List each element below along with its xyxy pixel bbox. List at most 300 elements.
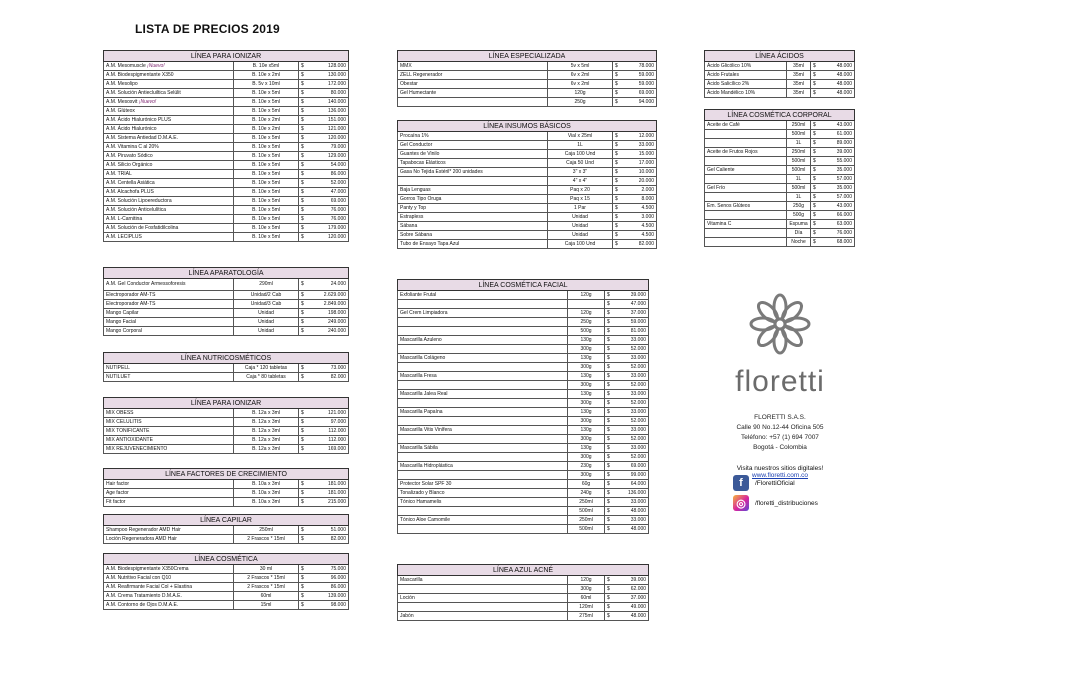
product-name: Protector Solar SPF 30 <box>398 480 568 489</box>
product-name: A.M. Crema Tratamiento D.M.A.E. <box>104 592 234 601</box>
price: 128.000 <box>309 62 349 71</box>
brand-block <box>700 292 860 479</box>
currency: $ <box>613 186 623 195</box>
product-name: Mascarilla Fresa <box>398 372 568 381</box>
product-name <box>398 98 548 107</box>
price: 43.000 <box>821 202 855 211</box>
currency: $ <box>811 229 821 238</box>
product-name: A.M. Reafirmante Facial Col + Elastina <box>104 583 234 592</box>
currency: $ <box>605 372 615 381</box>
product-name: Sobre Sábana <box>398 231 548 240</box>
table-row <box>398 231 657 240</box>
currency: $ <box>811 62 821 71</box>
table-row <box>398 336 649 345</box>
table-row <box>705 175 855 184</box>
product-name: Mango Facial <box>104 318 234 327</box>
presentation: 250ml <box>787 148 811 157</box>
currency: $ <box>299 373 309 382</box>
facebook-link[interactable] <box>733 475 873 491</box>
price: 86.000 <box>309 170 349 179</box>
table-row <box>398 417 649 426</box>
product-name: A.M. Piruvato Sódico <box>104 152 234 161</box>
presentation: 500g <box>787 211 811 220</box>
table-row <box>104 574 349 583</box>
product-name: Electroporador AM-TS <box>104 300 234 309</box>
price: 48.000 <box>821 80 855 89</box>
table-header: LÍNEA ÁCIDOS <box>705 51 855 62</box>
table-row <box>705 80 855 89</box>
product-name: Gasa No Tejida Estéril* 200 unidades <box>398 168 548 177</box>
table-row <box>398 132 657 141</box>
currency: $ <box>605 453 615 462</box>
price: 17.000 <box>623 159 657 168</box>
price: 68.000 <box>821 238 855 247</box>
price: 33.000 <box>615 408 649 417</box>
price: 4.500 <box>623 204 657 213</box>
presentation: 2 Frascos * 15ml <box>234 574 299 583</box>
table-row <box>104 498 349 507</box>
product-name <box>398 327 568 336</box>
price: 140.000 <box>309 98 349 107</box>
price: 47.000 <box>615 300 649 309</box>
presentation: 500ml <box>787 184 811 193</box>
presentation: 60ml <box>568 594 605 603</box>
price: 33.000 <box>615 372 649 381</box>
table-row <box>398 480 649 489</box>
currency: $ <box>613 195 623 204</box>
price-table-t13 <box>704 109 855 247</box>
price-table-t9 <box>397 120 657 249</box>
currency: $ <box>605 399 615 408</box>
product-name: Ácido Mandélico 10% <box>705 89 787 98</box>
product-name: A.M. Ácido Hialurónico PLUS <box>104 116 234 125</box>
table-header: LÍNEA NUTRICOSMÉTICOS <box>104 353 349 364</box>
presentation: B. 12a x 3ml <box>234 436 299 445</box>
product-name <box>398 417 568 426</box>
price: 79.000 <box>309 143 349 152</box>
table-row <box>104 279 349 291</box>
presentation: B. 10e x 5ml <box>234 152 299 161</box>
presentation: 300g <box>568 585 605 594</box>
table-row <box>104 188 349 197</box>
price-table-t2 <box>103 267 349 336</box>
table-row <box>398 516 649 525</box>
price: 35.000 <box>821 184 855 193</box>
presentation: B. 12a x 3ml <box>234 445 299 454</box>
currency: $ <box>605 603 615 612</box>
currency: $ <box>613 240 623 249</box>
currency: $ <box>605 318 615 327</box>
presentation: Paq x 15 <box>548 195 613 204</box>
price: 69.000 <box>623 89 657 98</box>
table-row <box>398 168 657 177</box>
price: 112.000 <box>309 427 349 436</box>
currency: $ <box>613 204 623 213</box>
price: 4.500 <box>623 222 657 231</box>
price: 48.000 <box>615 507 649 516</box>
currency: $ <box>613 177 623 186</box>
price: 73.000 <box>309 364 349 373</box>
price: 120.000 <box>309 134 349 143</box>
product-name <box>398 381 568 390</box>
instagram-link[interactable] <box>733 495 873 511</box>
price: 181.000 <box>309 489 349 498</box>
product-name <box>398 363 568 372</box>
currency: $ <box>299 125 309 134</box>
presentation: 500ml <box>787 166 811 175</box>
currency: $ <box>811 202 821 211</box>
table-row <box>705 229 855 238</box>
presentation: 120g <box>568 576 605 585</box>
table-row <box>104 179 349 188</box>
product-name: A.M. Silicio Orgánico <box>104 161 234 170</box>
price: 39.000 <box>821 148 855 157</box>
currency: $ <box>299 152 309 161</box>
price: 82.000 <box>309 373 349 382</box>
currency: $ <box>613 222 623 231</box>
table-row <box>398 363 649 372</box>
currency: $ <box>613 231 623 240</box>
presentation: Día <box>787 229 811 238</box>
company-phone: Teléfono: +57 (1) 694 7007 <box>741 434 819 441</box>
table-row <box>398 159 657 168</box>
currency: $ <box>811 220 821 229</box>
product-name: Aceite de Café <box>705 121 787 130</box>
currency: $ <box>613 168 623 177</box>
price: 136.000 <box>309 107 349 116</box>
product-name: Exfoliante Frutal <box>398 291 568 300</box>
table-row <box>398 80 657 89</box>
price: 33.000 <box>615 498 649 507</box>
product-name: Mascarilla Sábila <box>398 444 568 453</box>
table-row <box>398 498 649 507</box>
price-table-t6 <box>103 514 349 544</box>
table-row <box>398 435 649 444</box>
table-row <box>104 134 349 143</box>
price: 94.000 <box>623 98 657 107</box>
currency: $ <box>605 435 615 444</box>
currency: $ <box>299 89 309 98</box>
product-name: NUTIPELL <box>104 364 234 373</box>
presentation: B. 12a x 3ml <box>234 418 299 427</box>
price: 54.000 <box>309 161 349 170</box>
currency: $ <box>605 462 615 471</box>
price: 59.000 <box>623 71 657 80</box>
table-row <box>705 89 855 98</box>
product-name: MIX REJUVENECIMIENTO <box>104 445 234 454</box>
table-row <box>104 125 349 134</box>
table-row <box>104 327 349 336</box>
product-name: A.M. Gel Conductor Armessoforesis <box>104 279 234 291</box>
product-name: Ácido Glicólico 10% <box>705 62 787 71</box>
currency: $ <box>605 426 615 435</box>
presentation: 4" x 4" <box>548 177 613 186</box>
product-name: Tónico Hamamelis <box>398 498 568 507</box>
table-row <box>705 202 855 211</box>
currency: $ <box>605 417 615 426</box>
presentation: 250ml <box>234 526 299 535</box>
product-name: Mascarilla Hidroplástica <box>398 462 568 471</box>
currency: $ <box>299 364 309 373</box>
presentation: Unidad <box>234 318 299 327</box>
currency: $ <box>299 535 309 544</box>
table-row <box>398 177 657 186</box>
product-name: Electroporador AM-TS <box>104 291 234 300</box>
presentation: Caja 100 Und <box>548 240 613 249</box>
presentation: 500ml <box>787 157 811 166</box>
table-header: LÍNEA INSUMOS BÁSICOS <box>398 121 657 132</box>
presentation: 130g <box>568 336 605 345</box>
currency: $ <box>613 150 623 159</box>
presentation: Vial x 25ml <box>548 132 613 141</box>
currency: $ <box>605 612 615 621</box>
price: 172.000 <box>309 80 349 89</box>
price: 48.000 <box>821 62 855 71</box>
table-row <box>104 373 349 382</box>
price: 130.000 <box>309 71 349 80</box>
price: 249.000 <box>309 318 349 327</box>
currency: $ <box>299 279 309 291</box>
price: 48.000 <box>615 525 649 534</box>
presentation: B. 10e x 5ml <box>234 170 299 179</box>
table-row <box>398 89 657 98</box>
currency: $ <box>613 89 623 98</box>
table-row <box>104 80 349 89</box>
product-name <box>705 175 787 184</box>
product-name: Mascarilla Azuleno <box>398 336 568 345</box>
product-name <box>705 211 787 220</box>
currency: $ <box>605 408 615 417</box>
presentation: 300g <box>568 471 605 480</box>
presentation: 35ml <box>787 80 811 89</box>
table-header: LÍNEA FACTORES DE CRECIMIENTO <box>104 469 349 480</box>
presentation: B. 10e x 5ml <box>234 161 299 170</box>
presentation: 5v x 5ml <box>548 62 613 71</box>
price: 59.000 <box>615 318 649 327</box>
table-row <box>398 399 649 408</box>
currency: $ <box>299 327 309 336</box>
presentation: B. 10e x 2ml <box>234 125 299 134</box>
product-name: A.M. Solución de Fosfatidilcolina <box>104 224 234 233</box>
table-row <box>398 453 649 462</box>
table-row <box>398 71 657 80</box>
currency: $ <box>811 175 821 184</box>
product-name <box>398 435 568 444</box>
table-row <box>398 186 657 195</box>
presentation: B. 10a x 3ml <box>234 480 299 489</box>
price: 55.000 <box>821 157 855 166</box>
table-row <box>398 603 649 612</box>
product-name <box>398 177 548 186</box>
table-row <box>705 148 855 157</box>
product-name: Sábana <box>398 222 548 231</box>
floretti-flower-logo <box>748 292 812 356</box>
currency: $ <box>299 480 309 489</box>
price: 10.000 <box>623 168 657 177</box>
instagram-handle: /floretti_distribuciones <box>755 499 818 507</box>
presentation: Caja 50 Und <box>548 159 613 168</box>
price: 151.000 <box>309 116 349 125</box>
currency: $ <box>299 574 309 583</box>
table-row <box>104 89 349 98</box>
product-name <box>705 157 787 166</box>
product-name <box>398 399 568 408</box>
product-name <box>398 471 568 480</box>
presentation: 60ml <box>234 592 299 601</box>
table-row <box>104 592 349 601</box>
presentation: Caja * 120 tabletas <box>234 364 299 373</box>
table-row <box>398 300 649 309</box>
currency: $ <box>605 471 615 480</box>
currency: $ <box>613 141 623 150</box>
presentation: Unidad <box>234 309 299 318</box>
product-name <box>398 318 568 327</box>
product-name: Fit factor <box>104 498 234 507</box>
currency: $ <box>811 166 821 175</box>
presentation: 300g <box>568 435 605 444</box>
product-name: A.M. Biodespigmentante X350Crema <box>104 565 234 574</box>
price: 39.000 <box>615 291 649 300</box>
price: 33.000 <box>623 141 657 150</box>
product-name: MIX ANTIOXIDANTE <box>104 436 234 445</box>
currency: $ <box>299 179 309 188</box>
product-name: MIX CELULITIS <box>104 418 234 427</box>
table-row <box>398 195 657 204</box>
currency: $ <box>299 592 309 601</box>
presentation: 290ml <box>234 279 299 291</box>
table-row <box>398 327 649 336</box>
price: 129.000 <box>309 152 349 161</box>
table-header: LÍNEA COSMÉTICA FACIAL <box>398 280 649 291</box>
presentation: B. 10e x 5ml <box>234 143 299 152</box>
currency: $ <box>299 233 309 242</box>
table-row <box>398 204 657 213</box>
product-name: A.M. LECIPLUS <box>104 233 234 242</box>
price: 76.000 <box>309 215 349 224</box>
product-name: Mango Capilar <box>104 309 234 318</box>
table-row <box>104 445 349 454</box>
currency: $ <box>605 507 615 516</box>
table-row <box>104 601 349 610</box>
product-name: Age factor <box>104 489 234 498</box>
price: 120.000 <box>309 233 349 242</box>
currency: $ <box>613 80 623 89</box>
currency: $ <box>613 98 623 107</box>
table-row <box>705 166 855 175</box>
table-header: LÍNEA APARATOLOGÍA <box>104 268 349 279</box>
price: 98.000 <box>309 601 349 610</box>
product-name: A.M. Solución Anticelulítica <box>104 206 234 215</box>
company-city: Bogotá - Colombia <box>753 444 807 451</box>
product-name: A.M. Contorno de Ojos D.M.A.E. <box>104 601 234 610</box>
product-name: Estrapless <box>398 213 548 222</box>
currency: $ <box>605 336 615 345</box>
table-row <box>398 576 649 585</box>
presentation: 2 Frascos * 15ml <box>234 583 299 592</box>
price: 52.000 <box>615 363 649 372</box>
presentation: 1L <box>787 193 811 202</box>
currency: $ <box>299 197 309 206</box>
product-name: Mascarilla <box>398 576 568 585</box>
table-row <box>104 233 349 242</box>
product-name <box>398 603 568 612</box>
price: 112.000 <box>309 436 349 445</box>
price: 198.000 <box>309 309 349 318</box>
price: 57.000 <box>821 193 855 202</box>
table-row <box>104 291 349 300</box>
table-row <box>398 309 649 318</box>
presentation: 230g <box>568 462 605 471</box>
presentation: 250g <box>787 202 811 211</box>
product-name: A.M. TRIAL <box>104 170 234 179</box>
product-name: A.M. L-Carnitina <box>104 215 234 224</box>
presentation: B. 10e x 5ml <box>234 188 299 197</box>
product-name: Hair factor <box>104 480 234 489</box>
table-row <box>104 565 349 574</box>
product-name: Aceite de Frutos Rojos <box>705 148 787 157</box>
price: 89.000 <box>821 139 855 148</box>
presentation: B. 10e x5ml <box>234 62 299 71</box>
product-name: Ácido Salicílico 2% <box>705 80 787 89</box>
presentation: B. 10e x 5ml <box>234 89 299 98</box>
table-row <box>104 535 349 544</box>
product-name: A.M. Alcachofa PLUS <box>104 188 234 197</box>
table-row <box>705 71 855 80</box>
price: 33.000 <box>615 390 649 399</box>
product-name: A.M. Ácido Hialurónico <box>104 125 234 134</box>
price: 24.000 <box>309 279 349 291</box>
presentation: 3" x 3" <box>548 168 613 177</box>
product-name: ZELL Regenerador <box>398 71 548 80</box>
presentation: 1L <box>787 139 811 148</box>
currency: $ <box>811 89 821 98</box>
product-name: Mascarilla Colágeno <box>398 354 568 363</box>
table-row <box>398 489 649 498</box>
product-name <box>398 507 568 516</box>
product-name <box>398 585 568 594</box>
price: 52.000 <box>309 179 349 188</box>
currency: $ <box>613 159 623 168</box>
website-link[interactable]: www.floretti.com.co <box>752 472 808 479</box>
currency: $ <box>299 143 309 152</box>
table-row <box>398 381 649 390</box>
presentation: 130g <box>568 372 605 381</box>
table-row <box>104 436 349 445</box>
price: 64.000 <box>615 480 649 489</box>
price: 52.000 <box>615 399 649 408</box>
currency: $ <box>299 526 309 535</box>
table-row <box>398 213 657 222</box>
product-name: Mascarilla Jalea Real <box>398 390 568 399</box>
price: 35.000 <box>821 166 855 175</box>
product-name: A.M. Centella Asiática <box>104 179 234 188</box>
currency: $ <box>299 489 309 498</box>
price: 181.000 <box>309 480 349 489</box>
new-badge: ¡Nuevo! <box>138 98 157 105</box>
price: 33.000 <box>615 426 649 435</box>
currency: $ <box>605 489 615 498</box>
table-row <box>398 354 649 363</box>
currency: $ <box>605 498 615 507</box>
price-table-t7 <box>103 553 349 610</box>
table-row <box>705 130 855 139</box>
price: 33.000 <box>615 336 649 345</box>
currency: $ <box>605 525 615 534</box>
presentation: 250g <box>548 98 613 107</box>
table-row <box>398 594 649 603</box>
price-table-t8 <box>397 50 657 107</box>
price: 57.000 <box>821 175 855 184</box>
